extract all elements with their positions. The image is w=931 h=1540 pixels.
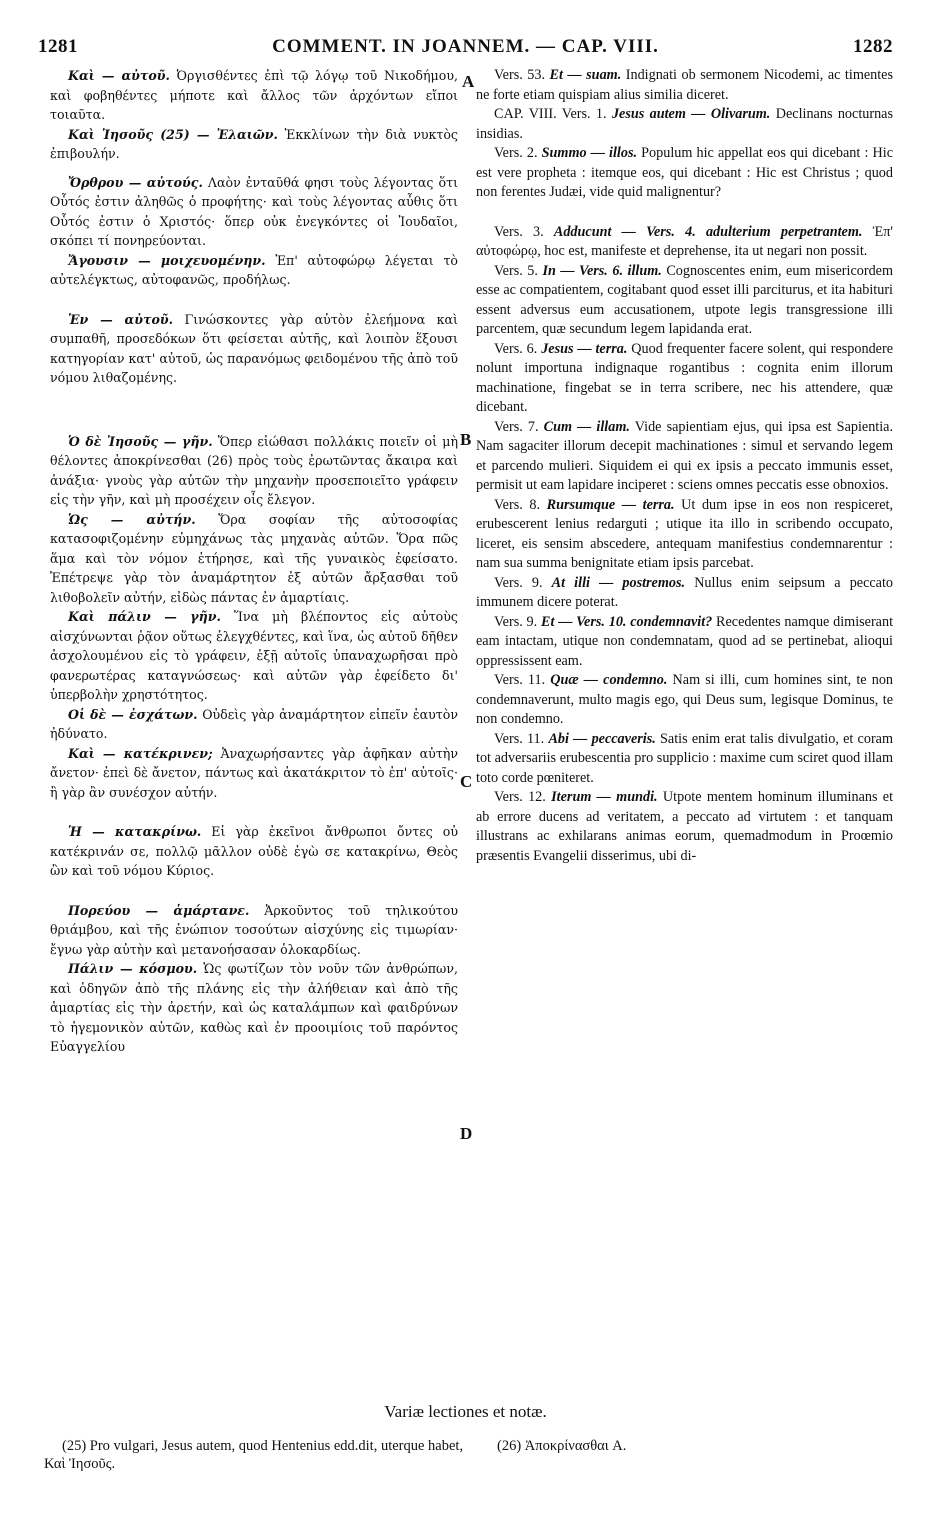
greek-paragraph: Πορεύου — ἁμάρτανε. Ἀρκοῦντος τοῦ τηλικούτου θριάμβου, καὶ τῆς ἐνώπιον τοσούτων αἰσχύνης εἰς τιμωρίαν· ἔγνω γὰρ αὐτὴν καὶ μετανοήσασαν ὁλοκαρδίως. [50,902,458,957]
latin-paragraph: Vers. 9. At illi — postremos. Nullus enim seipsum a peccato immunem dicere poterat. [476,574,894,610]
latin-paragraph: Vers. 11. Abi — peccaveris. Satis enim erat talis divulgatio, et coram tot adversariis erubescentia pro supplicio : maxime cum sciret quod illam toto corde pœniteret. [476,730,894,786]
greek-paragraph: Ἄγουσιν — μοιχευομένην. Ἐπ' αὐτοφώρῳ λέγεται τὸ αὐτελέγκτως, αὐτοφανῶς, προδήλως. [50,252,458,287]
margin-letter-b: B [460,430,472,449]
margin-letter-d: D [460,1124,473,1143]
greek-paragraph: Ἐν — αὐτοῦ. Γινώσκοντες γὰρ αὐτὸν ἐλεήμονα καὶ συμπαθῆ, προσεδόκων ὅτι φείσεται αὐτῆς, καὶ λοιπὸν ἕξουσι κατηγορίαν κατ' αὐτοῦ, ὡς παρανόμως φειδομένου τῆς ἀπὸ τοῦ νόμου λιθαζομένης. [50,311,458,385]
latin-paragraph: Vers. 11. Quæ — condemno. Nam si illi, cum homines sint, te non condemnaverunt, multo magis ego, qui Deus sum, legisque Dominus, te non condemno. [476,672,894,727]
latin-paragraph: Vers. 8. Rursumque — terra. Ut dum ipse in eos non respiceret, erubescerent lenius redarguti ; utique ita illo in scribendo occupato, liceret, eis sensim abscedere, antequam manifestius condemnarentur : nam sua summa benignitate etiam ipsis parcebat. [476,496,893,571]
latin-paragraph: Vers. 3. Adducunt — Vers. 4. adulterium perpetrantem. Ἐπ' αὐτοφώρῳ, hoc est, manifeste et deprehense, ita ut negari non possit. [476,223,893,259]
latin-paragraph: CAP. VIII. Vers. 1. Jesus autem — Olivarum. Declinans nocturnas insidias. [476,106,893,142]
greek-paragraph: Καὶ — κατέκρινεν; Ἀναχωρήσαντες γὰρ ἀφῆκαν αὐτὴν ἄνετον· ἐπεὶ δὲ ἄνετον, πάντως καὶ ἀκατάκριτον τὸ ἐπ' αὐτοῖς· ἢ γὰρ ἂν συνέσχον αὐτήν. [50,745,458,800]
greek-paragraph: Καὶ πάλιν — γῆν. Ἵνα μὴ βλέποντος εἰς αὐτοὺς αἰσχύνωνται ῥᾷον οὕτως ἐλεγχθέντες, καὶ ἵνα, ὡς αὐτοῦ δῆθεν ἀσχολουμένου εἰς τὸ γράφειν, ἐξῇ αὐτοῖς ὑπαναχωρῆσαι πρὸ φανερωτέρας καταγνώσεως· καὶ αὐτῶν γὰρ ἐφείδετο δι' ὑπερβολὴν χρηστότητος. [50,609,458,702]
latin-paragraph: Vers. 53. Et — suam. Indignati ob sermonem Nicodemi, ac timentes ne forte etiam quispiam alius similia diceret. [476,67,894,103]
greek-paragraph: Ἡ — κατακρίνω. Εἰ γὰρ ἐκεῖνοι ἄνθρωποι ὄντες οὐ κατέκρινάν σε, πολλῷ μᾶλλον οὐδὲ ἐγὼ σε κατακρίνω, Θεὸς ὢν καὶ τοῦ νόμου Κύριος. [50,824,458,878]
latin-paragraph: Vers. 5. In — Vers. 6. illum. Cognoscentes enim, eum misericordem esse ac compatientem, cogitabant quod esset illi parciturus, et ita habituri essent adversus eum accusationem, utpote legis transgressione illi parcentem, quæ secundum legem lapidanda erat. [476,262,893,337]
footnote-25: (25) Pro vulgari, Jesus autem, quod Hentenius edd.dit, uterque habet, Καὶ Ἰησοῦς. [44,1438,464,1472]
page-number-left: 1281 [38,36,78,57]
greek-paragraph: Πάλιν — κόσμου. Ὡς φωτίζων τὸν νοῦν τῶν ἀνθρώπων, καὶ ὁδηγῶν ἀπὸ τῆς πλάνης εἰς τὴν ἀλήθειαν καὶ ἀπὸ τῆς ἁμαρτίας εἰς τὴν ἀρετήν, καὶ ὡς καταλάμπων καὶ φαιδρύνων τὸ ἡγεμονικὸν αὐτῶν, καθὼς καὶ ἐν προοιμίοις τοῦ παρόντος Εὐαγγελίου [50,961,458,1054]
greek-paragraph: Ὡς — αὐτήν. Ὅρα σοφίαν τῆς αὐτοσοφίας κατασοφιζομένην εὐμηχάνως τὰς μηχανὰς αὐτῶν. Ὅρα πῶς ἅμα καὶ τὸν νόμον ἐτήρησε, καὶ τῆς γυναικὸς ἐφείσατο. Ἐπέτρεψε γὰρ τὸν ἀναμάρτητον ἐξ αὐτῶν ἄρξασθαι τοῦ λιθοβολεῖν αὐτήν, εἰδὼς πάντας ἐν ἁμαρτίαις. [50,511,458,605]
running-title: COMMENT. IN JOANNEM. — CAP. VIII. [272,36,659,57]
latin-paragraph: Vers. 12. Iterum — mundi. Utpote mentem hominum illuminans et ab errore ducens ad veritatem, a peccato ad virtutem : et tanquam illustrans ac exhilarans animas eorum, quemadmodum in Proœmio præsentis Evangelii disserimus, ubi di- [476,789,894,864]
footnote-26: (26) Ἀποκρίνασθαι A. [497,1438,627,1454]
latin-paragraph: Vers. 2. Summo — illos. Populum hic appellat eos qui dicebant : Hic est vere propheta : itemque eos, qui dicebant : Hic est Christus ; quod non ferentes Judæi, vide quid malignentur? [476,145,894,200]
notes-heading: Variæ lectiones et notæ. [384,1402,547,1421]
running-header [38,36,893,62]
latin-paragraph: Vers. 7. Cum — illam. Vide sapientiam ejus, qui ipsa est Sapientia. Nam sagaciter illorum decepit machinationes : simul et servando legem et parcendo mulieri. Siquidem ei qui ex ipsis a peccato immunis esset, permisit ut eam lapidare inciperet : sciens omnes peccatis esse obnoxios. [476,418,894,493]
page-number-right: 1282 [853,36,893,57]
margin-letter-a: A [462,72,475,91]
latin-paragraph: Vers. 9. Et — Vers. 10. condemnavit? Recedentes namque dimiserant eam intactam, utique non condemnatam, quod ad se pertinebat, alioqui oppressissent eam. [476,613,894,669]
greek-paragraph: Ὁ δὲ Ἰησοῦς — γῆν. Ὅπερ εἰώθασι πολλάκις ποιεῖν οἱ μὴ θέλοντες ἀποκρίνεσθαι (26) πρὸς τοὺς ἐρωτῶντας ἄκαιρα καὶ ἀνάξια· γνοὺς γὰρ αὐτῶν τὴν μηχανὴν προσεποιεῖτο γράφειν εἰς τὴν γῆν, καὶ μὴ προσέχειν οἷς ἔλεγον. [50,433,458,507]
greek-paragraph: Καὶ — αὐτοῦ. Ὀργισθέντες ἐπὶ τῷ λόγῳ τοῦ Νικοδήμου, καὶ φοβηθέντες μήποτε καὶ ἄλλος τῶν ἀρχόντων εἴποι τοιαῦτα. [50,68,458,122]
latin-translation-column [476,66,893,866]
greek-paragraph: Ὄρθρου — αὐτούς. Λαὸν ἐνταῦθά φησι τοὺς λέγοντας ὅτι Οὗτός ἐστιν ἀληθῶς ὁ προφήτης· καὶ τοὺς λέγοντας αὖθις ὅτι Οὗτός ἐστιν ὁ Χριστός· ὅπερ οὐκ ἐνεγκόντες οἱ Ἰουδαῖοι, σκόπει τί πονηρεύονται. [50,174,459,248]
margin-letter-c: C [460,772,473,791]
greek-paragraph: Καὶ Ἰησοῦς (25) — Ἐλαιῶν. Ἐκκλίνων τὴν διὰ νυκτὸς ἐπιβουλήν. [50,126,458,161]
greek-paragraph: Οἱ δὲ — ἐσχάτων. Οὐδεὶς γὰρ ἀναμάρτητον εἰπεῖν ἑαυτὸν ἠδύνατο. [50,706,458,741]
latin-paragraph: Vers. 6. Jesus — terra. Quod frequenter facere solent, qui respondere nolunt importuna indignaque rogantibus : cognita enim illorum machinatione, fingebat se in terra scribere, nec his attendere, quæ dicebant. [476,340,893,415]
greek-commentary-column [50,66,458,1057]
